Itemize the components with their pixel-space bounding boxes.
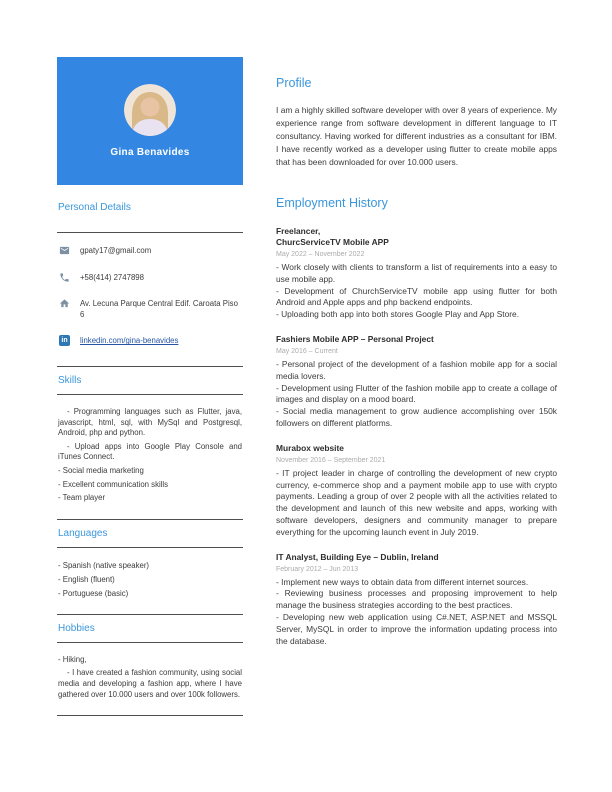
personal-details-section [57, 233, 243, 367]
main-column [276, 76, 557, 660]
address-value: Av. Lecuna Parque Central Edif. Caroata Piso 6 [80, 299, 238, 319]
phone-value: +58(414) 2747898 [80, 272, 144, 282]
skills-heading: Skills [57, 367, 243, 395]
home-icon [58, 298, 71, 309]
job-bullet: - Uploading both app into both stores Google Play and App Store. [276, 309, 520, 320]
job-bullet: - Social media management to grow audience accomplishing over 150k followers on different platforms. [276, 406, 557, 428]
skill-item: - Programming languages such as Flutter, java, javascript, html, sql, with MySql and Postgresql, Android, php and python. [58, 406, 242, 438]
job-title: Freelancer, [276, 226, 321, 236]
email-value: gpaty17@gmail.com [80, 246, 152, 255]
job-dates: November 2016 – September 2021 [276, 456, 386, 464]
hobbies-heading: Hobbies [57, 615, 243, 643]
email-icon [58, 245, 71, 256]
language-item: - English (fluent) [58, 574, 115, 584]
job-dates: February 2012 – Jun 2013 [276, 565, 359, 573]
job-entry-fashiers [276, 334, 557, 430]
hobbies-section [57, 643, 243, 716]
languages-heading: Languages [57, 520, 243, 548]
job-bullet: - Personal project of the development of a fashion mobile app for a social media lovers. [276, 358, 557, 381]
job-bullet: - Reviewing business processes and proposing improvement to help manage the business strategies according to the best practices. [276, 588, 557, 611]
linkedin-link[interactable]: linkedin.com/gina-benavides [80, 336, 179, 346]
skill-item: - Social media marketing [58, 465, 144, 475]
languages-section [57, 548, 243, 615]
job-dates: May 2016 – Current [276, 347, 338, 355]
profile-photo [124, 84, 176, 136]
job-entry-murabox [276, 443, 557, 539]
skill-item: - Upload apps into Google Play Console and iTunes Connect. [58, 441, 242, 462]
sidebar-header [57, 57, 243, 185]
candidate-name: Gina Benavides [110, 147, 190, 158]
profile-text: I am a highly skilled software developer with over 8 years of experience. My experience range from software development in different language to IT consultancy. Having worked for different industries as a consultant for IBM. I have recently worked as a developer using flutter to create mobile apps that has been downloaded for over 10.000 users. [276, 105, 557, 167]
job-title: Murabox website [276, 442, 344, 453]
skill-item: - Excellent communication skills [58, 479, 169, 489]
linkedin-icon: in [58, 335, 71, 346]
job-bullet: - Development using Flutter of the fashion mobile app to create a collage of images and display on a mood board. [276, 382, 557, 405]
job-bullet: - Work closely with clients to transform a list of requirements into a easy to use mobile app. [276, 262, 557, 284]
job-title: Fashiers Mobile APP – Personal Project [276, 333, 434, 344]
sidebar [57, 57, 243, 716]
job-bullet: - Implement new ways to obtain data from different internet sources. [276, 576, 529, 587]
job-bullet: - IT project leader in charge of controlling the development of new crypto currency, e-commerce shop and a payment mobile app to use with crypto payments. Leading a group of over 2 people with all the activities related to the development and launch of this new website and apps, working with software developers, designers and community manager to prepare everything for the upcoming launch event in July 2019. [276, 467, 557, 537]
contact-row-address [58, 298, 242, 320]
personal-details-heading: Personal Details [57, 185, 243, 233]
hobby-item: - Hiking, [58, 654, 87, 664]
hobby-item: - I have created a fashion community, using social media and developing a fashion app, where I have gathered over 10.000 users and over 100k followers. [58, 668, 242, 699]
skill-item: - Team player [58, 493, 106, 503]
job-bullet: - Developing new web application using C#.NET, ASP.NET and MSSQL Server, MySQL in order to improve the information updating process into the database. [276, 611, 557, 646]
contact-row-email [58, 245, 242, 257]
job-title-line2: ChurcServiceTV Mobile APP [276, 237, 389, 247]
profile-heading: Profile [276, 76, 312, 90]
skills-section [57, 395, 243, 520]
language-item: - Spanish (native speaker) [58, 560, 150, 570]
job-title: IT Analyst, Building Eye – Dublin, Ireland [276, 551, 439, 562]
job-dates: May 2022 – November 2022 [276, 251, 365, 258]
contact-row-linkedin [58, 335, 242, 347]
job-entry-freelancer [276, 226, 557, 321]
job-entry-it-analyst [276, 552, 557, 648]
job-bullet: - Development of ChurchServiceTV mobile app using flutter for both Android and Apple apps and php backend endpoints. [276, 285, 557, 308]
employment-history-heading: Employment History [276, 196, 388, 210]
phone-icon [58, 272, 71, 283]
contact-row-phone [58, 272, 242, 284]
language-item: - Portuguese (basic) [58, 588, 129, 598]
